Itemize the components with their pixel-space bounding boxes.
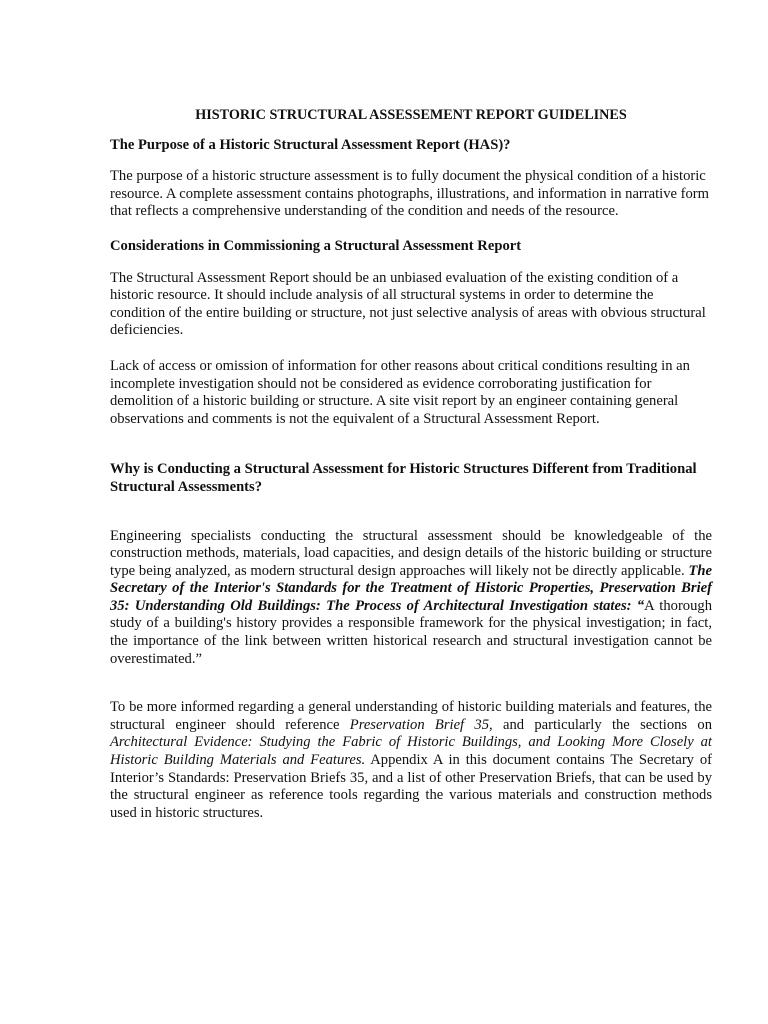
considerations-paragraph-1: The Structural Assessment Report should be an unbiased evaluation of the existing condition of a historic resource. It should include analysis of all structural systems in order to determine the condition of the entire building or structure, not just selective analysis of areas with obvious structural deficiencies.	[110, 269, 706, 339]
informed-text-part1: To be more informed regarding a general understanding of historic building materials and features, the structural engineer should reference	[110, 699, 712, 733]
why-citation: The Secretary of the Interior's Standards for the Treatment of Historic Properties, Preservation Brief 35: Understanding Old Buildings: The Process of Architectural Investigation states: “	[110, 562, 712, 614]
informed-paragraph	[110, 699, 712, 822]
considerations-heading: Considerations in Commissioning a Structural Assessment Report	[110, 237, 522, 254]
purpose-heading: The Purpose of a Historic Structural Assessment Report (HAS)?	[110, 136, 511, 153]
document-page	[110, 107, 712, 822]
informed-text-part2: , and particularly the sections on	[489, 716, 712, 733]
why-text-part1: Engineering specialists conducting the structural assessment should be knowledgeable of the construction methods, materials, load capacities, and design details of the historic building or structure type being analyzed, as modern structural design approaches will likely not be directly applicable.	[110, 527, 712, 579]
why-heading: Why is Conducting a Structural Assessment for Historic Structures Different from Traditional Structural Assessments?	[110, 461, 697, 495]
informed-sections-reference: Architectural Evidence: Studying the Fabric of Historic Buildings, and Looking More Closely at Historic Building Materials and Features.	[110, 734, 712, 769]
why-quote: A thorough study of a building's history provides a responsible framework for the physical investigation; in fact, the importance of the link between written historical research and structural investigation cannot be overestimated.”	[110, 597, 712, 667]
informed-text-part3: Appendix A in this document contains The Secretary of Interior’s Standards: Preservation Briefs 35, and a list of other Preservation Briefs, that can be used by the structural engineer as reference tools regarding the various materials and construction methods used in historic structures.	[110, 752, 712, 821]
purpose-paragraph: The purpose of a historic structure assessment is to fully document the physical condition of a historic resource. A complete assessment contains photographs, illustrations, and information in narrative form that reflects a comprehensive understanding of the condition and needs of the resource.	[110, 168, 710, 220]
informed-brief-reference: Preservation Brief 35	[349, 716, 490, 733]
why-paragraph	[110, 528, 712, 669]
document-title: HISTORIC STRUCTURAL ASSESSEMENT REPORT GUIDELINES	[195, 107, 627, 123]
considerations-paragraph-2: Lack of access or omission of information for other reasons about critical conditions resulting in an incomplete investigation should not be considered as evidence corroborating justification for demolition of a historic building or structure. A site visit report by an engineer containing general observations and comments is not the equivalent of a Structural Assessment Report.	[110, 357, 690, 427]
